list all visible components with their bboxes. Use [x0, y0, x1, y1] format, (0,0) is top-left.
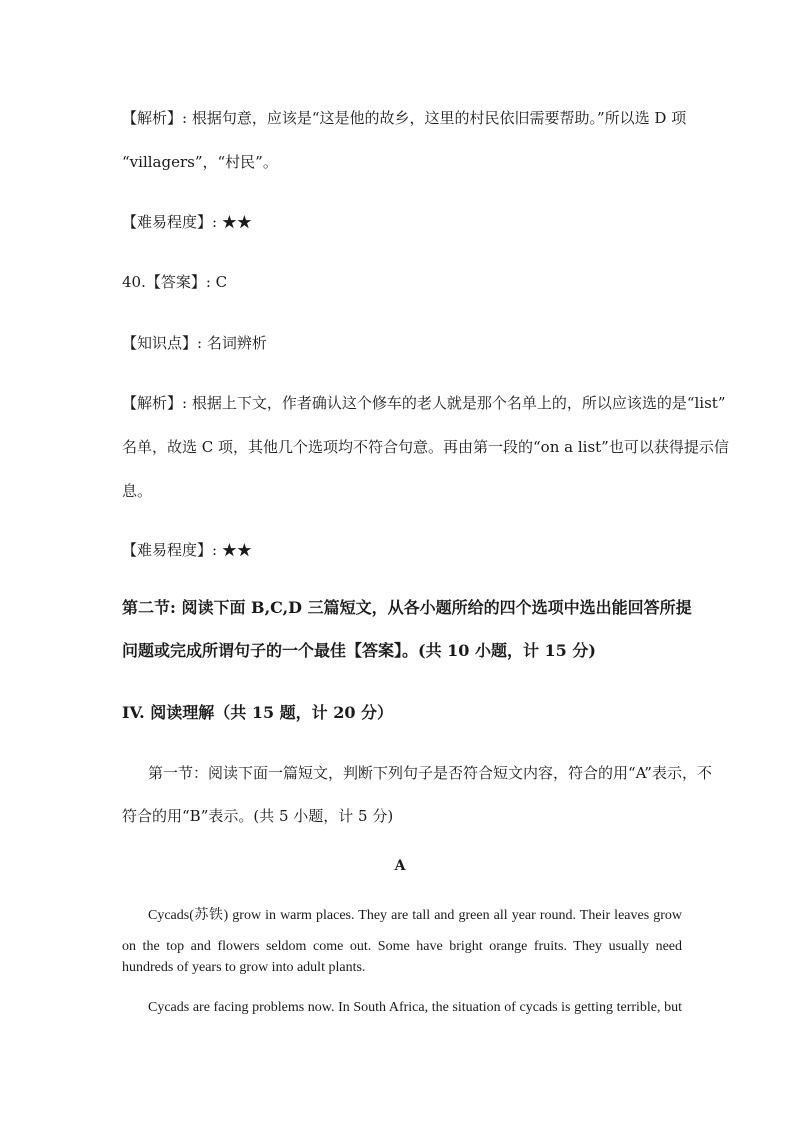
analysis-39-line-2: “villagers”，“村民”。 — [122, 153, 278, 171]
section-1-instruction-line-2: 符合的用“B”表示。(共 5 小题，计 5 分) — [122, 807, 394, 825]
difficulty-40: 【难易程度】: ★★ — [122, 541, 252, 559]
passage-a-p2-line-1: Cycads are facing problems now. In South Africa, the situation of cycads is getting terrible, but — [148, 1000, 682, 1015]
section-1-instruction-line-1: 第一节：阅读下面一篇短文，判断下列句子是否符合短文内容，符合的用“A”表示，不 — [148, 764, 712, 782]
answer-40: 40.【答案】: C — [122, 273, 228, 291]
part-4-heading: IV. 阅读理解（共 15 题，计 20 分） — [122, 703, 394, 722]
knowledge-point-40: 【知识点】: 名词辨析 — [122, 334, 267, 352]
analysis-40-line-2: 名单，故选 C 项，其他几个选项均不符合句意。再由第一段的“on a list”也可以获得提示信 — [122, 438, 729, 456]
section-2-instruction-line-1: 第二节: 阅读下面 B,C,D 三篇短文，从各小题所给的四个选项中选出能回答所提 — [122, 598, 692, 617]
analysis-39-line-1: 【解析】: 根据句意，应该是“这是他的故乡，这里的村民依旧需要帮助。”所以选 D 项 — [122, 109, 687, 127]
analysis-40-line-3: 息。 — [122, 482, 153, 500]
passage-a-p1-line-1: Cycads(苏铁) grow in warm places. They are tall and green all year round. Their leaves grow — [148, 908, 682, 923]
analysis-40-line-1: 【解析】: 根据上下文，作者确认这个修车的老人就是那个名单上的，所以应该选的是“list” — [122, 394, 726, 412]
passage-a-p1-line-2: on the top and flowers seldom come out. Some have bright orange fruits. They usually need — [122, 939, 682, 954]
passage-a-p1-line-3: hundreds of years to grow into adult plants. — [122, 960, 366, 975]
difficulty-39: 【难易程度】: ★★ — [122, 213, 252, 231]
section-2-instruction-line-2: 问题或完成所谓句子的一个最佳【答案】。(共 10 小题，计 15 分) — [122, 641, 596, 660]
passage-title: A — [394, 858, 406, 874]
